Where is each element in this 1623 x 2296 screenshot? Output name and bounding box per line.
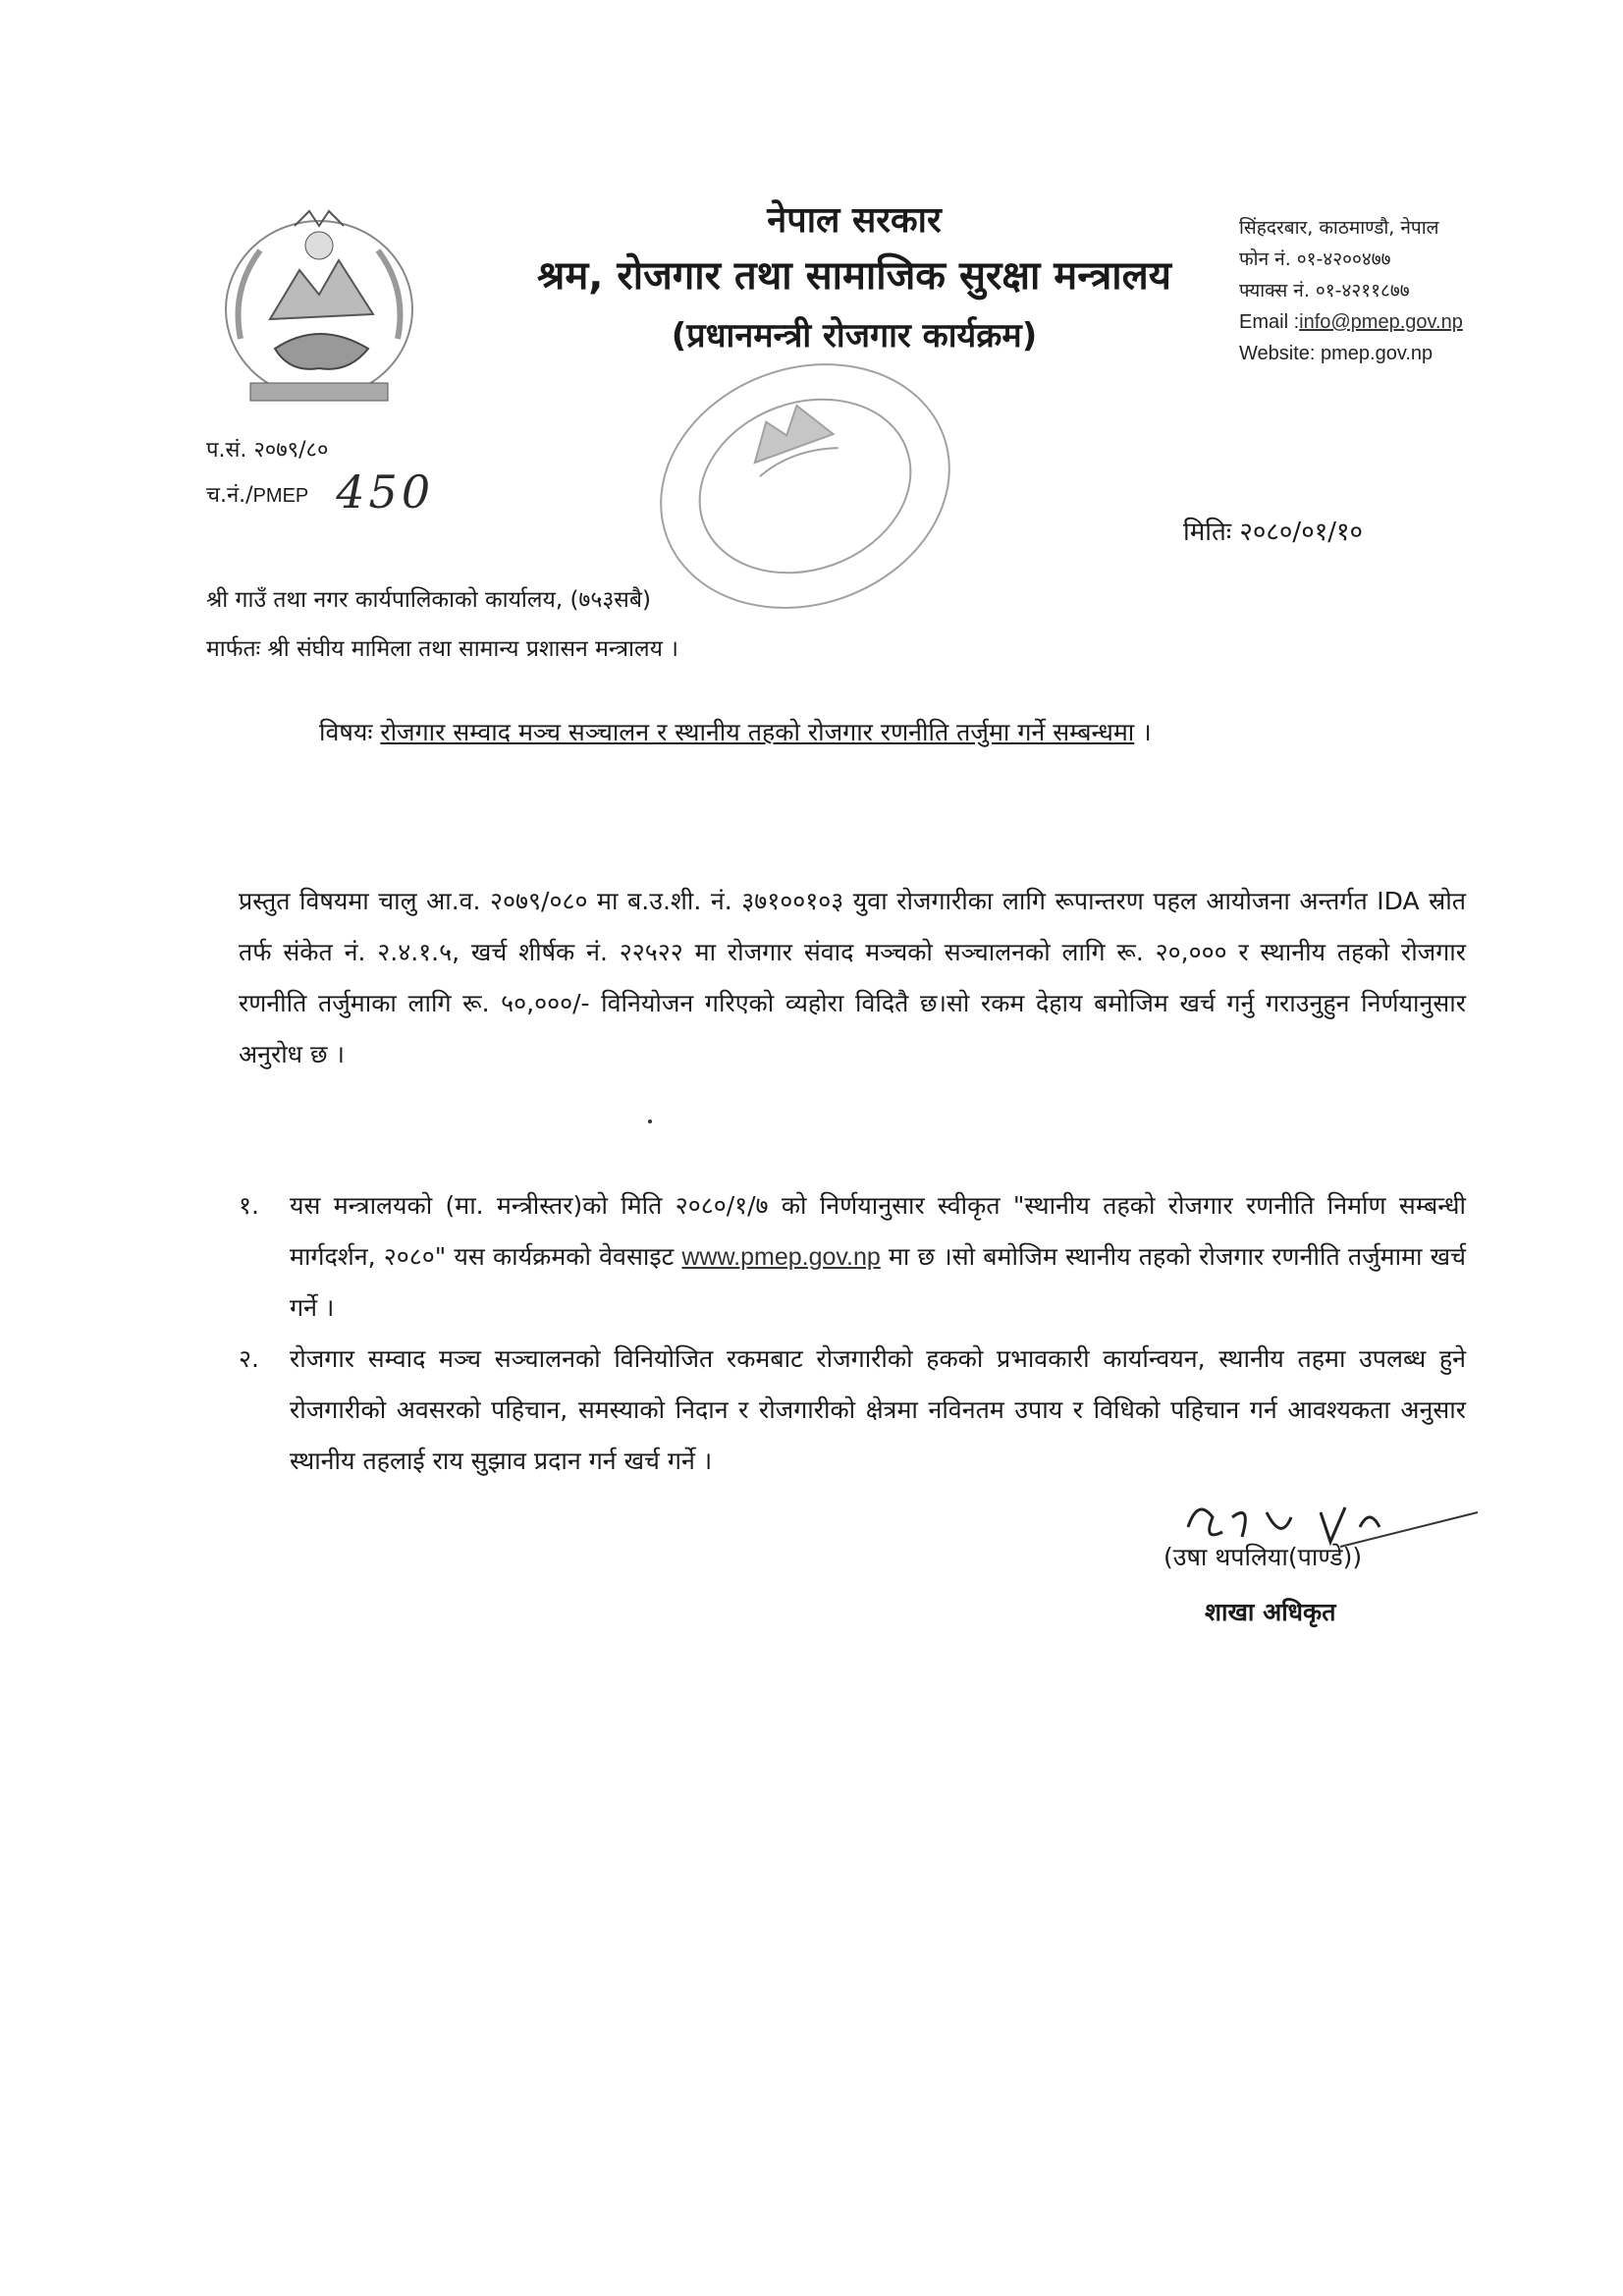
email-line bbox=[1239, 306, 1504, 338]
list-item bbox=[239, 1334, 1466, 1487]
phone-number: फोन नं. ०१-४२००४७७ bbox=[1239, 248, 1391, 270]
reference-block bbox=[206, 430, 434, 517]
body-paragraph: प्रस्तुत विषयमा चालु आ.व. २०७९/०८० मा ब.उ.शी. नं. ३७१००१०३ युवा रोजगारीका लागि रूपान्तरण पहल आयोजना अन्तर्गत IDA स्रोत तर्फ संकेत नं. २.४.१.५, खर्च शीर्षक नं. २२५२२ मा रोजगार संवाद मञ्चको सञ्चालनको लागि रू. २०,००० र स्थानीय तहको रोजगार रणनीति तर्जुमाका लागि रू. ५०,०००/- विनियोजन गरिएको व्यहोरा विदितै छ।सो रकम देहाय बमोजिम खर्च गर्नु गराउनुहुन निर्णयानुसार अनुरोध छ । bbox=[239, 887, 1466, 1068]
dispatch-code: PMEP bbox=[252, 485, 309, 507]
signatory-title: शाखा अधिकृत bbox=[1205, 1598, 1336, 1626]
signatory-name: (उषा थपलिया(पाण्डे)) bbox=[1163, 1543, 1363, 1571]
instruction-list bbox=[239, 1180, 1466, 1487]
addressee-line-1: श्री गाउँ तथा नगर कार्यपालिकाको कार्यालय, (७५३सबै) bbox=[206, 587, 651, 613]
item-text bbox=[290, 1180, 1466, 1334]
email-link[interactable]: info@pmep.gov.np bbox=[1299, 311, 1463, 333]
fiscal-year-ref: प.सं. २०७९/८० bbox=[206, 438, 329, 463]
list-item bbox=[239, 1180, 1466, 1334]
email-label: Email : bbox=[1239, 311, 1300, 333]
website-link[interactable]: www.pmep.gov.np bbox=[681, 1243, 881, 1271]
letter-date: मितिः २०८०/०१/१० bbox=[1183, 518, 1364, 547]
subject-line bbox=[319, 715, 1152, 748]
program-name: (प्रधानमन्त्री रोजगार कार्यक्रम) bbox=[671, 316, 1038, 355]
dispatch-label: च.नं./ bbox=[206, 483, 253, 508]
contact-block bbox=[1239, 212, 1504, 369]
ministry-name: श्रम, रोजगार तथा सामाजिक सुरक्षा मन्त्रालय bbox=[537, 253, 1171, 299]
dispatch-ref bbox=[206, 465, 435, 519]
office-address: सिंहदरबार, काठमाण्डौ, नेपाल bbox=[1239, 217, 1439, 239]
addressee-block bbox=[206, 575, 678, 674]
item-text-part: रोजगार सम्वाद मञ्च सञ्चालनको विनियोजित रकमबाट रोजगारीको हकको प्रभावकारी कार्यान्वयन, स्थानीय तहमा उपलब्ध हुने रोजगारीको अवसरको पहिचान, समस्याको निदान र रोजगारीको क्षेत्रमा नविनतम उपाय र विधिको पहिचान गर्न आवश्यकता अनुसार स्थानीय तहलाई राय सुझाव प्रदान गर्न खर्च गर्ने । bbox=[290, 1344, 1466, 1475]
item-text-part: यस मन्त्रालयको (मा. मन्त्रीस्तर)को मिति २०८०/१/७ को निर्णयानुसार स्वीकृत "स्थानीय तहको रोजगार रणनीति निर्माण सम्बन्धी मार्गदर्शन, २०८०" यस कार्यक्रमको वेवसाइट bbox=[290, 1191, 1466, 1271]
item-number: २. bbox=[239, 1344, 259, 1373]
official-stamp bbox=[628, 339, 982, 633]
signatory-block bbox=[1163, 1530, 1458, 1640]
subject-end: । bbox=[1134, 718, 1152, 746]
addressee-line-2: मार्फतः श्री संघीय मामिला तथा सामान्य प्रशासन मन्त्रालय । bbox=[206, 636, 678, 662]
website-line: Website: pmep.gov.np bbox=[1239, 343, 1434, 364]
fax-number: फ्याक्स नं. ०१-४२११८७७ bbox=[1239, 280, 1410, 301]
item-text bbox=[290, 1334, 1466, 1487]
dispatch-number: 450 bbox=[336, 465, 435, 519]
government-name: नेपाल सरकार bbox=[767, 200, 942, 241]
subject-text: रोजगार सम्वाद मञ्च सञ्चालन र स्थानीय तहको रोजगार रणनीति तर्जुमा गर्ने सम्बन्धमा bbox=[380, 718, 1135, 746]
item-text-part: मा छ ।सो बमोजिम स्थानीय तहको रोजगार रणनीति तर्जुमामा खर्च गर्ने । bbox=[290, 1242, 1467, 1322]
item-number: १. bbox=[239, 1191, 259, 1220]
nepal-emblem bbox=[201, 201, 437, 412]
subject-label: विषयः bbox=[319, 718, 373, 746]
scan-speck bbox=[648, 1120, 652, 1123]
